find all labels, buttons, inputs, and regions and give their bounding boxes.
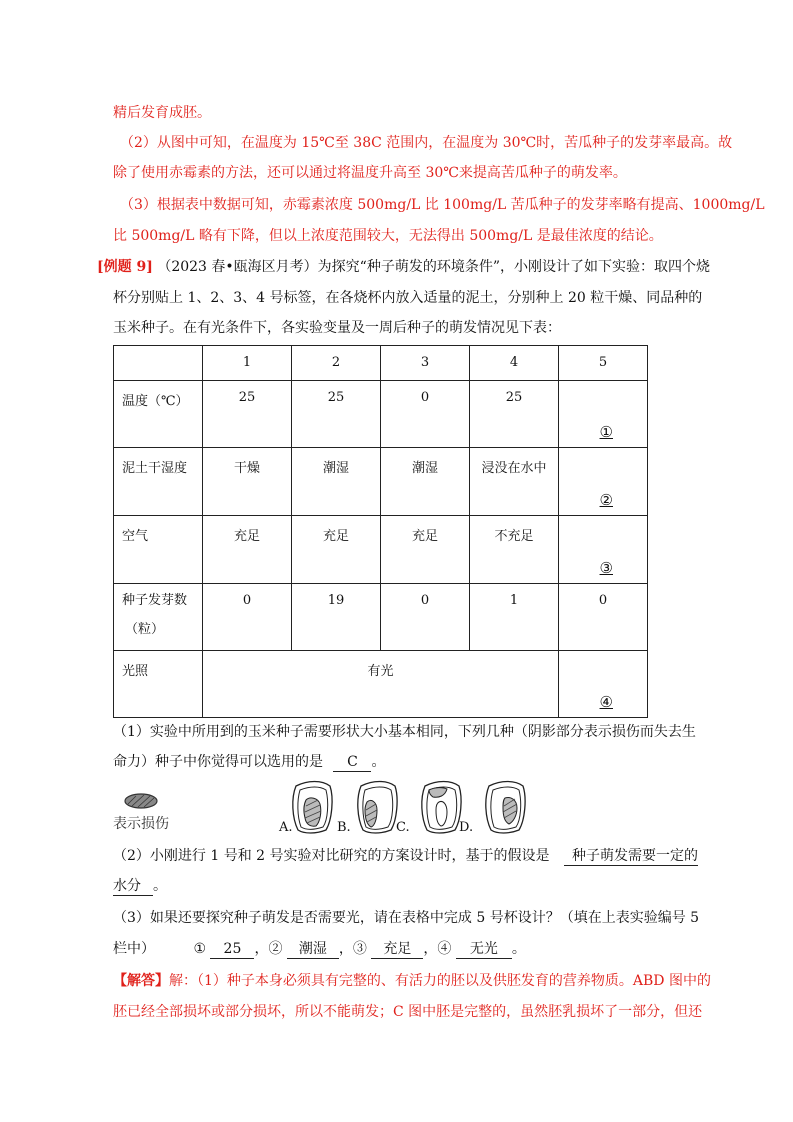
blank-mark-1: ① — [599, 423, 613, 441]
blank-cell-2 — [559, 448, 648, 516]
table-cell: 不充足 — [470, 516, 559, 584]
seed-options — [113, 780, 533, 840]
blank-cell-3 — [559, 516, 648, 584]
table-row-temperature — [114, 381, 648, 448]
table-header-row — [114, 346, 648, 381]
table-cell: 19 — [292, 584, 381, 651]
table-cell: 0 — [381, 381, 470, 448]
blank-mark-4: ④ — [599, 693, 613, 711]
answer-para2-line1: （2）从图中可知，在温度为 15℃至 38C 范围内，在温度为 30℃时，苦瓜种子的发芽率最高。故 — [120, 135, 733, 151]
table-cell: 0 — [559, 584, 648, 651]
row-label: 温度（℃） — [114, 381, 203, 448]
damage-legend-icon — [122, 792, 162, 810]
table-cell: 25 — [292, 381, 381, 448]
q1-line2: 命力）种子中你觉得可以选用的是 C 。 — [113, 754, 386, 770]
table-cell: 充足 — [381, 516, 470, 584]
header-cell-2: 2 — [292, 346, 381, 381]
header-cell-4: 4 — [470, 346, 559, 381]
seed-d-icon — [481, 780, 529, 834]
table-cell: 潮湿 — [381, 448, 470, 516]
blank-mark-3: ③ — [599, 559, 613, 577]
example-intro-line1 — [97, 257, 710, 277]
q2-answer-part1: 种子萌发需要一定的 — [564, 847, 698, 866]
table-cell: 25 — [470, 381, 559, 448]
table-row-light — [114, 651, 648, 718]
table-cell: 充足 — [292, 516, 381, 584]
seed-a-icon — [288, 780, 336, 834]
q3-answer-1: 25 — [210, 940, 254, 959]
table-row-air — [114, 516, 648, 584]
row-label: 光照 — [114, 651, 203, 718]
blank-cell-4 — [559, 651, 648, 718]
solution-line1: 【解答】解：（1）种子本身必须具有完整的、有活力的胚以及供胚发育的营养物质。ABD 图中的 — [113, 973, 711, 989]
row-label: 空气 — [114, 516, 203, 584]
q2-answer-part2: 水分 — [113, 877, 153, 896]
table-cell: 25 — [203, 381, 292, 448]
solution-line2: 胚已经全部损坏或部分损坏，所以不能萌发；C 图中胚是完整的，虽然胚乳损坏了一部分，但还 — [113, 1004, 703, 1020]
table-cell: 1 — [470, 584, 559, 651]
q1-line1: （1）实验中所用到的玉米种子需要形状大小基本相同，下列几种（阴影部分表示损伤而失去生 — [113, 724, 696, 740]
header-cell-5: 5 — [559, 346, 648, 381]
table-row-soil — [114, 448, 648, 516]
answer-para2-line2: 除了使用赤霉素的方法，还可以通过将温度升高至 30℃来提高苦瓜种子的萌发率。 — [113, 165, 627, 181]
table-cell: 充足 — [203, 516, 292, 584]
table-cell: 潮湿 — [292, 448, 381, 516]
answer-line-0: 精后发育成胚。 — [113, 105, 211, 121]
header-cell-blank — [114, 346, 203, 381]
table-cell: 0 — [203, 584, 292, 651]
option-b-label: B. — [337, 820, 351, 835]
q3-line2: 栏中） ① 25 ，② 潮湿 ，③ 充足 ，④ 无光 。 — [113, 941, 526, 957]
blank-mark-2: ② — [599, 491, 613, 509]
q2-line2: 水分 。 — [113, 878, 167, 894]
answer-para3-line2: 比 500mg/L 略有下降，但以上浓度范围较大，无法得出 500mg/L 是最佳浓度的结论。 — [113, 228, 663, 244]
example-intro-line2: 杯分别贴上 1、2、3、4 号标签，在各烧杯内放入适量的泥土，分别种上 20 粒干燥、同品种的 — [113, 290, 703, 306]
option-a-label: A. — [279, 820, 293, 835]
q3-answer-2: 潮湿 — [287, 940, 339, 959]
merged-cell-light: 有光 — [203, 651, 559, 718]
row-label: 泥土干湿度 — [114, 448, 203, 516]
damage-legend-label: 表示损伤 — [113, 816, 169, 832]
table-cell: 浸没在水中 — [470, 448, 559, 516]
q2-line1: （2）小刚进行 1 号和 2 号实验对比研究的方案设计时，基于的假设是 种子萌发需要一定的 — [113, 848, 698, 864]
example-intro-text: （2023 春•瓯海区月考）为探究“种子萌发的环境条件”，小刚设计了如下实验：取四个烧 — [157, 259, 710, 275]
header-cell-3: 3 — [381, 346, 470, 381]
example-tag: [例题 9] — [97, 259, 153, 275]
header-cell-1: 1 — [203, 346, 292, 381]
answer-para3-line1: （3）根据表中数据可知，赤霉素浓度 500mg/L 比 100mg/L 苦瓜种子的发芽率略有提高、1000mg/L — [120, 197, 765, 213]
solution-tag: 【解答】 — [113, 973, 169, 989]
option-c-label: C. — [396, 820, 410, 835]
table-cell: 干燥 — [203, 448, 292, 516]
blank-cell-1 — [559, 381, 648, 448]
seed-b-icon — [353, 780, 401, 834]
table-cell: 0 — [381, 584, 470, 651]
q1-answer: C — [333, 753, 371, 772]
option-d-label: D. — [459, 820, 474, 835]
seed-c-icon — [417, 780, 465, 834]
q3-answer-3: 充足 — [371, 940, 423, 959]
q3-line1: （3）如果还要探究种子萌发是否需要光，请在表格中完成 5 号杯设计？（填在上表实验编号 5 — [113, 910, 700, 926]
row-label: 种子发芽数 （粒） — [114, 584, 203, 651]
table-row-germination — [114, 584, 648, 651]
example-intro-line3: 玉米种子。在有光条件下，各实验变量及一周后种子的萌发情况见下表： — [113, 320, 561, 336]
experiment-table — [113, 345, 648, 718]
q3-answer-4: 无光 — [456, 940, 512, 959]
